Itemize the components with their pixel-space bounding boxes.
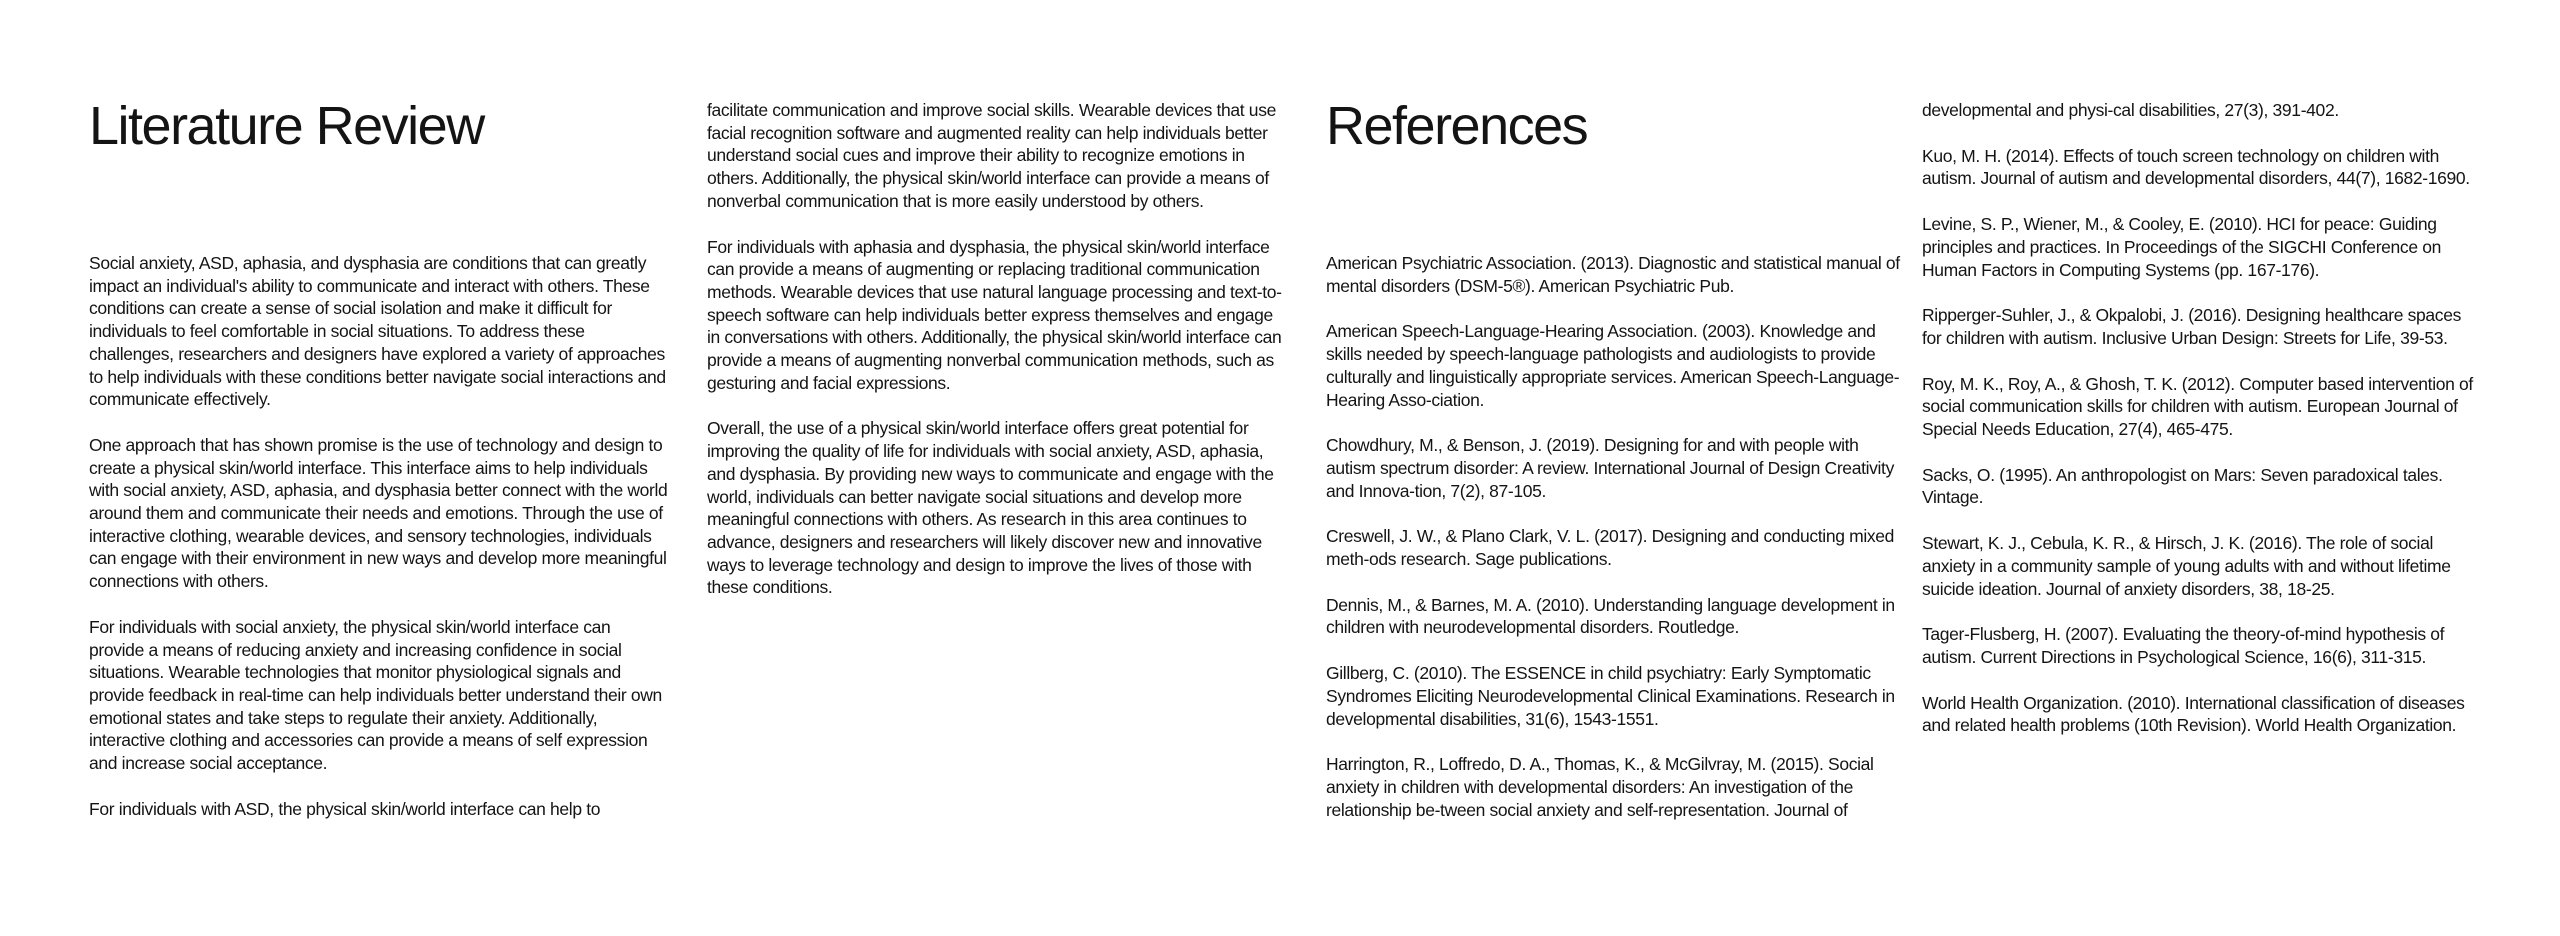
references-list-1 xyxy=(1326,252,1904,844)
literature-review-body-2 xyxy=(707,99,1287,622)
references-title: References xyxy=(1326,96,1588,156)
reference-item: Stewart, K. J., Cebula, K. R., & Hirsch, J. K. (2016). The role of social anxiety in a community sample of young adults with and without lifetime suicide ideation. Journal of anxiety disorders, 38, 18-25. xyxy=(1922,533,2451,599)
literature-review-title: Literature Review xyxy=(89,96,484,156)
paragraph: Overall, the use of a physical skin/world interface offers great potential for improving the quality of life for individuals with social anxiety, ASD, aphasia, and dysphasia. By providing new ways to communicate and engage with the world, individuals can better navigate social situations and develop more meaningful connections with others. As research in this area continues to advance, designers and researchers will likely discover new and innovative ways to leverage technology and design to improve the lives of those with these conditions. xyxy=(707,418,1274,598)
reference-item: Roy, M. K., Roy, A., & Ghosh, T. K. (2012). Computer based intervention of social communication skills for children with autism. European Journal of Special Needs Education, 27(4), 465-475. xyxy=(1922,373,2473,440)
paragraph: One approach that has shown promise is the use of technology and design to create a physical skin/world interface. This interface aims to help individuals with social anxiety, ASD, aphasia, and dysphasia better connect with the world around them and communicate their needs and emotions. Through the use of interactive clothing, wearable devices, and sensory technologies, individuals can engage with their environment in new ways and develop more meaningful connections with others. xyxy=(89,434,668,592)
reference-item: American Psychiatric Association. (2013). Diagnostic and statistical manual of mental disorders (DSM-5®). American Psychiatric Pub. xyxy=(1326,253,1900,296)
reference-item: Sacks, O. (1995). An anthropologist on Mars: Seven paradoxical tales. Vintage. xyxy=(1922,464,2443,508)
reference-item: Ripperger-Suhler, J., & Okpalobi, J. (2016). Designing healthcare spaces for children with autism. Inclusive Urban Design: Streets for Life, 39-53. xyxy=(1922,305,2461,348)
reference-item: American Speech-Language-Hearing Association. (2003). Knowledge and skills needed by speech-language pathologists and audiologists to provide culturally and linguistically appropriate services. American Speech-Language-Hearing Asso-ciation. xyxy=(1326,321,1900,410)
literature-review-body-1 xyxy=(89,252,669,843)
reference-item: Kuo, M. H. (2014). Effects of touch screen technology on children with autism. Journal of autism and developmental disorders, 44(7), 1682-1690. xyxy=(1922,145,2470,189)
reference-item: Dennis, M., & Barnes, M. A. (2010). Understanding language development in children with neurodevelopmental disorders. Routledge. xyxy=(1326,594,1895,638)
reference-item: Chowdhury, M., & Benson, J. (2019). Designing for and with people with autism spectrum disorder: A review. International Journal of Design Creativity and Innova-tion, 7(2), 87-105. xyxy=(1326,435,1894,501)
paragraph: For individuals with ASD, the physical skin/world interface can help to xyxy=(89,798,601,819)
paragraph: facilitate communication and improve social skills. Wearable devices that use facial recognition software and augmented reality can help individuals better understand social cues and improve their ability to recognize emotions in others. Additionally, the physical skin/world interface can provide a means of nonverbal communication that is more easily understood by others. xyxy=(707,100,1276,211)
reference-item: World Health Organization. (2010). International classification of diseases and related health problems (10th Revision). World Health Organization. xyxy=(1922,692,2465,736)
paragraph: For individuals with aphasia and dysphasia, the physical skin/world interface can provide a means of augmenting or replacing traditional communication methods. Wearable devices that use natural language processing and text-to-speech software can help individuals better express themselves and engage in conversations with others. Additionally, the physical skin/world interface can provide a means of augmenting nonverbal communication methods, such as gesturing and facial expressions. xyxy=(707,236,1282,393)
reference-item: developmental and physi-cal disabilities, 27(3), 391-402. xyxy=(1922,100,2339,120)
reference-item: Creswell, J. W., & Plano Clark, V. L. (2017). Designing and conducting mixed meth-ods research. Sage publications. xyxy=(1326,526,1895,570)
paragraph: For individuals with social anxiety, the physical skin/world interface can provide a means of reducing anxiety and increasing confidence in social situations. Wearable technologies that monitor physiological signals and provide feedback in real-time can help individuals better understand their own emotional states and take steps to regulate their anxiety. Additionally, interactive clothing and accessories can provide a means of self expression and increase social acceptance. xyxy=(89,616,662,774)
reference-item: Gillberg, C. (2010). The ESSENCE in child psychiatry: Early Symptomatic Syndromes Eliciting Neurodevelopmental Clinical Examinations. Research in developmental disabilities, 31(6), 1543-1551. xyxy=(1326,663,1895,729)
reference-item: Levine, S. P., Wiener, M., & Cooley, E. (2010). HCI for peace: Guiding principles and practices. In Proceedings of the SIGCHI Conference on Human Factors in Computing Systems (pp. 167-176). xyxy=(1922,214,2441,280)
paragraph: Social anxiety, ASD, aphasia, and dysphasia are conditions that can greatly impact an individual's ability to communicate and interact with others. These conditions can create a sense of social isolation and make it difficult for individuals to feel comfortable in social situations. To address these challenges, researchers and designers have explored a variety of approaches to help individuals with these conditions better navigate social interactions and communicate effectively. xyxy=(89,253,666,410)
references-list-2 xyxy=(1922,99,2482,760)
reference-item: Harrington, R., Loffredo, D. A., Thomas, K., & McGilvray, M. (2015). Social anxiety in children with developmental disorders: An investigation of the relationship be-tween social anxiety and self-representation. Journal of xyxy=(1326,754,1874,820)
reference-item: Tager-Flusberg, H. (2007). Evaluating the theory-of-mind hypothesis of autism. Current Directions in Psychological Science, 16(6), 311-315. xyxy=(1922,624,2445,667)
